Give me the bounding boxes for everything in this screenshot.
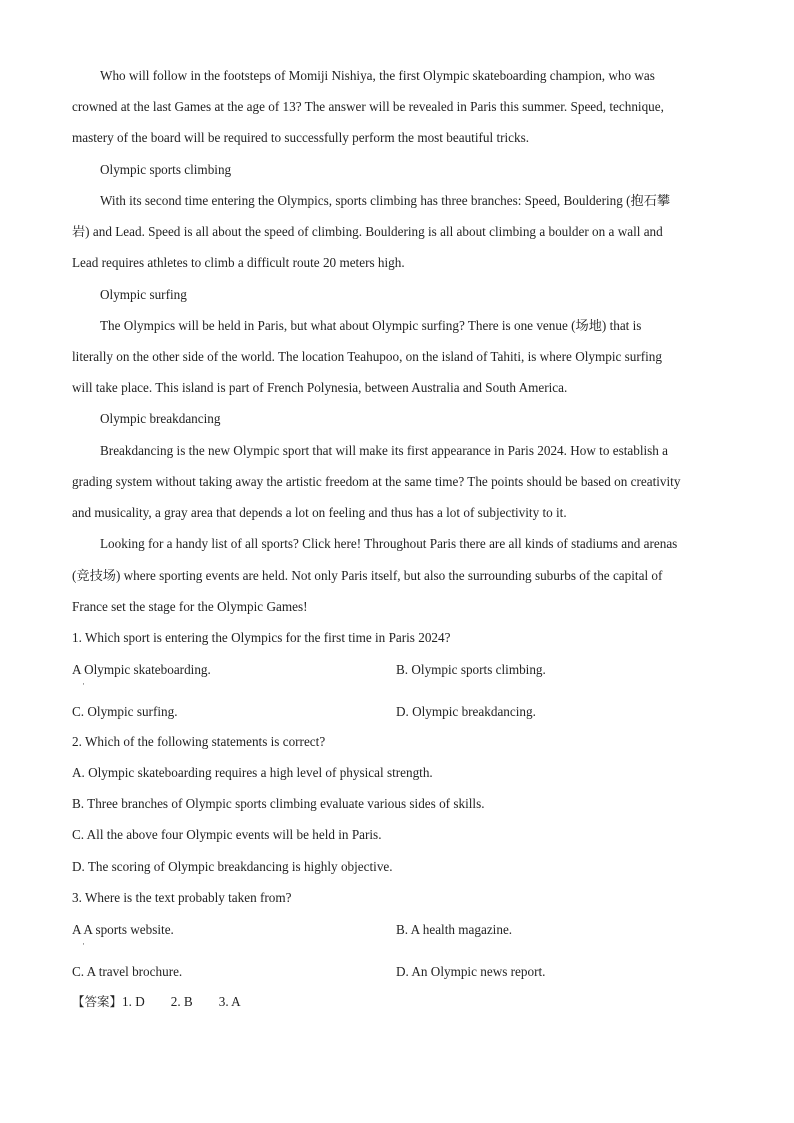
surfing-line-1: The Olympics will be held in Paris, but what about Olympic surfing? There is one venue (场地) that is <box>100 318 642 333</box>
surfing-heading: Olympic surfing <box>100 287 187 302</box>
climbing-heading: Olympic sports climbing <box>100 162 232 177</box>
question-1-option-c: C. Olympic surfing. <box>72 704 178 719</box>
surfing-line-2: literally on the other side of the world. The location Teahupoo, on the island of Tahiti, is where Olympic surfing <box>72 349 662 364</box>
breakdancing-line-1: Breakdancing is the new Olympic sport that will make its first appearance in Paris 2024. How to establish a <box>100 443 669 458</box>
breakdancing-line-3: and musicality, a gray area that depends a lot on feeling and thus has a lot of subjectivity to it. <box>72 505 567 520</box>
answer-1: 1. D <box>122 994 145 1009</box>
question-3-option-c: C. A travel brochure. <box>72 964 183 979</box>
question-3-option-a: A A sports website. <box>72 922 174 937</box>
question-3-option-d: D. An Olympic news report. <box>396 964 546 979</box>
climbing-line-3: Lead requires athletes to climb a difficult route 20 meters high. <box>72 255 405 270</box>
question-2-stem: 2. Which of the following statements is correct? <box>72 734 326 749</box>
breakdancing-line-2: grading system without taking away the artistic freedom at the same time? The points should be based on creativity <box>72 474 681 489</box>
question-2-option-c: C. All the above four Olympic events will be held in Paris. <box>72 827 382 842</box>
closing-line-2: (竞技场) where sporting events are held. Not only Paris itself, but also the surrounding suburbs of the capital of <box>72 568 663 583</box>
skateboarding-line-2: crowned at the last Games at the age of 13? The answer will be revealed in Paris this summer. Speed, technique, <box>72 99 664 114</box>
question-2-option-d: D. The scoring of Olympic breakdancing is highly objective. <box>72 859 393 874</box>
closing-line-3: France set the stage for the Olympic Games! <box>72 599 308 614</box>
climbing-line-1: With its second time entering the Olympics, sports climbing has three branches: Speed, Bouldering (抱石攀 <box>100 193 671 208</box>
question-1-option-b: B. Olympic sports climbing. <box>396 662 546 677</box>
breakdancing-heading: Olympic breakdancing <box>100 411 221 426</box>
question-3-option-b: B. A health magazine. <box>396 922 513 937</box>
answer-2: 2. B <box>170 994 193 1009</box>
answer-3: 3. A <box>218 994 241 1009</box>
answer-key <box>72 992 241 1012</box>
question-1-stem: 1. Which sport is entering the Olympics for the first time in Paris 2024? <box>72 630 451 645</box>
closing-line-1: Looking for a handy list of all sports? Click here! Throughout Paris there are all kinds of stadiums and arenas <box>100 536 678 551</box>
option-marker-dot: · <box>82 939 85 949</box>
skateboarding-line-1: Who will follow in the footsteps of Momiji Nishiya, the first Olympic skateboarding champion, who was <box>100 68 655 83</box>
question-2-option-a: A. Olympic skateboarding requires a high level of physical strength. <box>72 765 433 780</box>
question-1-option-d: D. Olympic breakdancing. <box>396 704 536 719</box>
question-1-option-a: A Olympic skateboarding. <box>72 662 211 677</box>
answer-label: 【答案】 <box>72 994 123 1009</box>
climbing-line-2: 岩) and Lead. Speed is all about the speed of climbing. Bouldering is all about climbing a boulder on a wall and <box>72 224 663 239</box>
skateboarding-line-3: mastery of the board will be required to successfully perform the most beautiful tricks. <box>72 130 530 145</box>
question-2-option-b: B. Three branches of Olympic sports climbing evaluate various sides of skills. <box>72 796 485 811</box>
surfing-line-3: will take place. This island is part of French Polynesia, between Australia and South America. <box>72 380 568 395</box>
option-marker-dot: · <box>82 679 85 689</box>
question-3-stem: 3. Where is the text probably taken from? <box>72 890 292 905</box>
